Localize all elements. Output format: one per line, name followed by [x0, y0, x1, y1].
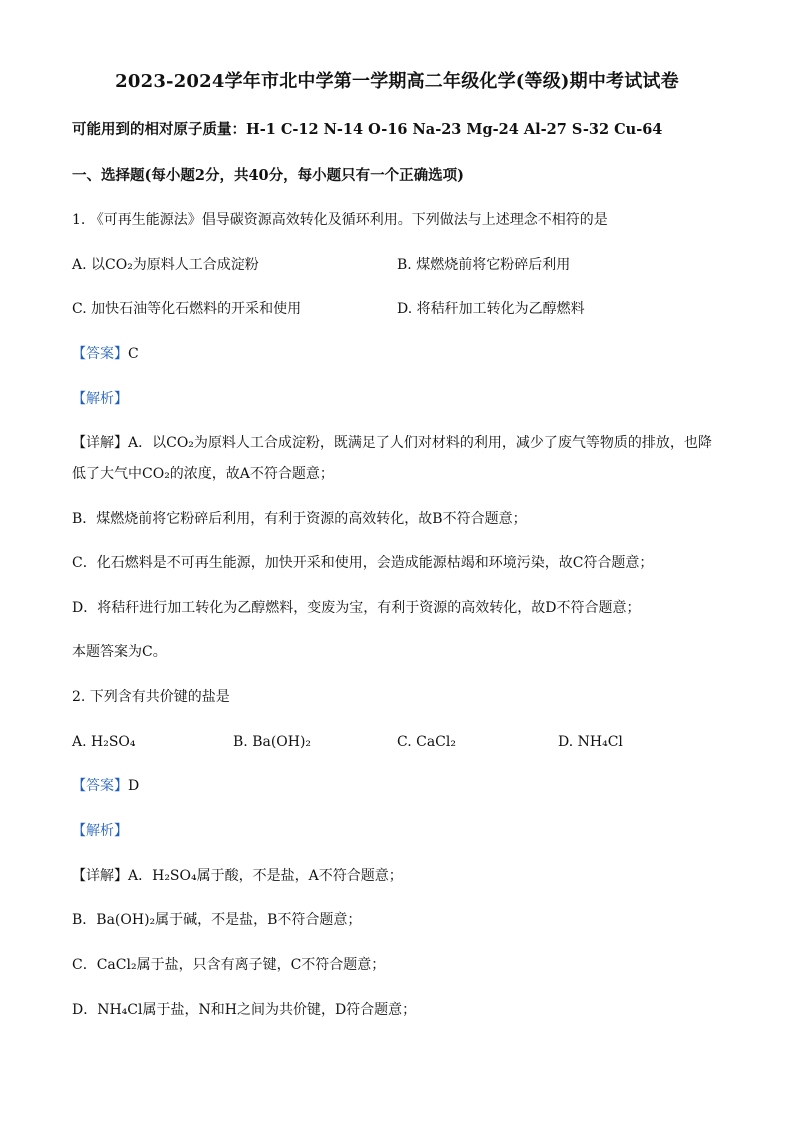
question-1-option-a: A. 以CO₂为原料人工合成淀粉 [72, 257, 259, 273]
question-1-conclusion: 本题答案为C。 [72, 644, 167, 660]
question-1-option-c: C. 加快石油等化石燃料的开采和使用 [72, 301, 302, 317]
question-2-detail-line-2: B．Ba(OH)₂属于碱，不是盐，B不符合题意； [72, 912, 362, 928]
question-2-detail-line-4: D．NH₄Cl属于盐，N和H之间为共价键，D符合题意； [72, 1002, 417, 1018]
analysis-tag: 【解析】 [72, 391, 128, 407]
detail-tag: 【详解】 [72, 435, 128, 451]
answer-value: C [128, 346, 139, 362]
answer-tag: 【答案】 [72, 346, 128, 362]
question-2-stem: 2. 下列含有共价键的盐是 [72, 689, 230, 705]
question-2-detail-line-1 [72, 866, 403, 886]
detail-tag: 【详解】 [72, 868, 128, 884]
question-2-analysis-tag [72, 821, 128, 841]
question-1-detail-line-2: 低了大气中CO₂的浓度，故A不符合题意； [72, 466, 334, 482]
analysis-tag: 【解析】 [72, 823, 128, 839]
question-2-detail-line-3: C．CaCl₂属于盐，只含有离子键，C不符合题意； [72, 957, 386, 973]
question-2-option-a: A. H₂SO₄ [72, 734, 136, 750]
question-2-option-b: B. Ba(OH)₂ [233, 734, 312, 750]
answer-tag: 【答案】 [72, 778, 128, 794]
question-2-option-c: C. CaCl₂ [397, 734, 456, 750]
question-1-answer [72, 344, 139, 364]
question-1-option-b: B. 煤燃烧前将它粉碎后利用 [397, 257, 571, 273]
question-1-stem: 1. 《可再生能源法》倡导碳资源高效转化及循环利用。下列做法与上述理念不相符的是 [72, 212, 608, 228]
document-title: 2023-2024学年市北中学第一学期高二年级化学(等级)期中考试试卷 [115, 71, 679, 92]
answer-value: D [128, 778, 140, 794]
question-1-detail-line-4: C．化石燃料是不可再生能源，加快开采和使用，会造成能源枯竭和环境污染，故C符合题意； [72, 555, 654, 571]
question-1-analysis-tag [72, 389, 128, 409]
atomic-masses-line: 可能用到的相对原子质量：H-1 C-12 N-14 O-16 Na-23 Mg-24 Al-27 S-32 Cu-64 [72, 121, 663, 138]
question-2-option-d: D. NH₄Cl [558, 734, 623, 750]
detail-text: A．H₂SO₄属于酸，不是盐，A不符合题意； [128, 868, 403, 884]
question-1-detail-line-3: B．煤燃烧前将它粉碎后利用，有利于资源的高效转化，故B不符合题意； [72, 511, 527, 527]
question-1-option-d: D. 将秸秆加工转化为乙醇燃料 [397, 301, 585, 317]
question-2-answer [72, 776, 139, 796]
section-heading: 一、选择题(每小题2分，共40分，每小题只有一个正确选项) [72, 167, 464, 184]
detail-text: A．以CO₂为原料人工合成淀粉，既满足了人们对材料的利用，减少了废气等物质的排放，也降 [128, 435, 712, 451]
question-1-detail-line-1 [72, 433, 712, 453]
question-1-detail-line-5: D．将秸秆进行加工转化为乙醇燃料，变废为宝，有利于资源的高效转化，故D不符合题意； [72, 600, 641, 616]
